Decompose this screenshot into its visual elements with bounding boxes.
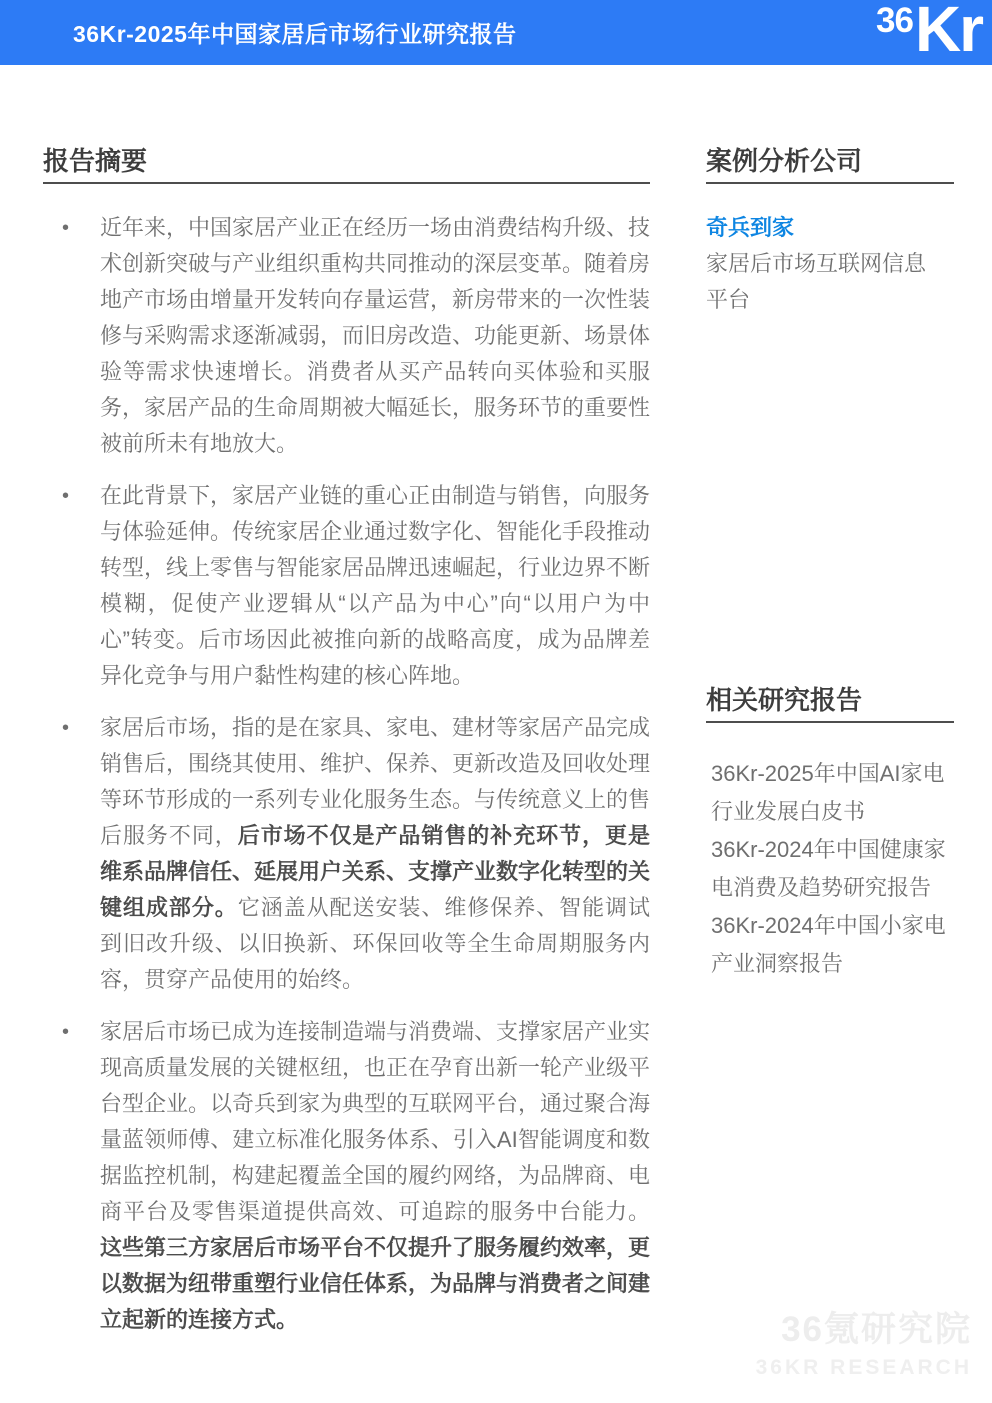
case-analysis-section (706, 146, 954, 318)
watermark-en-text: 36KR RESEARCH (755, 1356, 972, 1379)
bullet-text: 家居后市场，指的是在家具、家电、建材等家居产品完成销售后，围绕其使用、维护、保养、更新改造及回收处理等环节形成的一系列专业化服务生态。与传统意义上的售后服务不同， (100, 715, 651, 848)
company-description: 家居后市场互联网信息平台 (706, 251, 927, 312)
related-divider (706, 721, 954, 723)
summary-bullet-list (43, 210, 650, 1338)
summary-heading: 报告摘要 (43, 146, 148, 176)
report-title: 36Kr-2025年中国家居后市场行业研究报告 (73, 21, 517, 47)
bullet-marker-icon: • (62, 217, 70, 239)
bullet-marker-icon: • (62, 485, 70, 507)
bullet-text-bold: 这些第三方家居后市场平台不仅提升了服务履约效率，更以数据为纽带重塑行业信任体系，为品牌与消费者之间建立起新的连接方式。 (100, 1235, 651, 1332)
related-report-list (706, 755, 946, 983)
bullet-marker-icon: • (62, 1021, 70, 1043)
bullet-text-bold: 后市场不仅是产品销售的补充环节，更是维系品牌信任、延展用户关系、支撑产业数字化转型的关键组成部分。 (100, 823, 651, 920)
bullet-text: 它涵盖从配送安装、维修保养、智能调试到旧改升级、以旧换新、环保回收等全生命周期服务内容，贯穿产品使用的始终。 (100, 895, 650, 992)
watermark-cn-text: 36氪研究院 (781, 1310, 972, 1349)
company-block (706, 210, 946, 318)
bullet-text: 家居后市场已成为连接制造端与消费端、支撑家居产业实现高质量发展的关键枢纽，也正在孕育出新一轮产业级平台型企业。以奇兵到家为典型的互联网平台，通过聚合海量蓝领师傅、建立标准化服务体系、引入AI智能调度和数据监控机制，构建起覆盖全国的履约网络，为品牌商、电商平台及零售渠道提供高效、可追踪的服务中台能力。 (100, 1019, 651, 1224)
related-report-item: 36Kr-2024年中国小家电产业洞察报告 (711, 913, 946, 976)
logo-36-text: 36 (876, 1, 913, 40)
summary-section (43, 146, 650, 1354)
bullet-text: 在此背景下，家居产业链的重心正由制造与销售，向服务与体验延伸。传统家居企业通过数字化、智能化手段推动转型，线上零售与智能家居品牌迅速崛起，行业边界不断模糊，促使产业逻辑从“以产品为中心”向“以用户为中心”转变。后市场因此被推向新的战略高度，成为品牌差异化竞争与用户黏性构建的核心阵地。 (100, 483, 651, 688)
related-report-item: 36Kr-2025年中国AI家电行业发展白皮书 (711, 761, 945, 824)
related-reports-section (706, 685, 954, 983)
case-heading: 案例分析公司 (706, 146, 863, 176)
related-report-item: 36Kr-2024年中国健康家电消费及趋势研究报告 (711, 837, 946, 900)
related-heading: 相关研究报告 (706, 685, 863, 715)
summary-bullet (43, 1014, 650, 1338)
summary-bullet (43, 210, 650, 462)
page-header (0, 0, 992, 65)
summary-bullet (43, 710, 650, 998)
bullet-marker-icon: • (62, 717, 70, 739)
watermark (756, 1302, 972, 1380)
summary-divider (43, 182, 650, 184)
case-divider (706, 182, 954, 184)
company-name-link: 奇兵到家 (706, 215, 795, 240)
36kr-logo-icon (876, 0, 983, 65)
logo-kr-text: Kr (914, 0, 983, 65)
bullet-text: 近年来，中国家居产业正在经历一场由消费结构升级、技术创新突破与产业组织重构共同推动的深层变革。随着房地产市场由增量开发转向存量运营，新房带来的一次性装修与采购需求逐渐减弱，而旧房改造、功能更新、场景体验等需求快速增长。消费者从买产品转向买体验和买服务，家居产品的生命周期被大幅延长，服务环节的重要性被前所未有地放大。 (100, 215, 651, 456)
summary-bullet (43, 478, 650, 694)
